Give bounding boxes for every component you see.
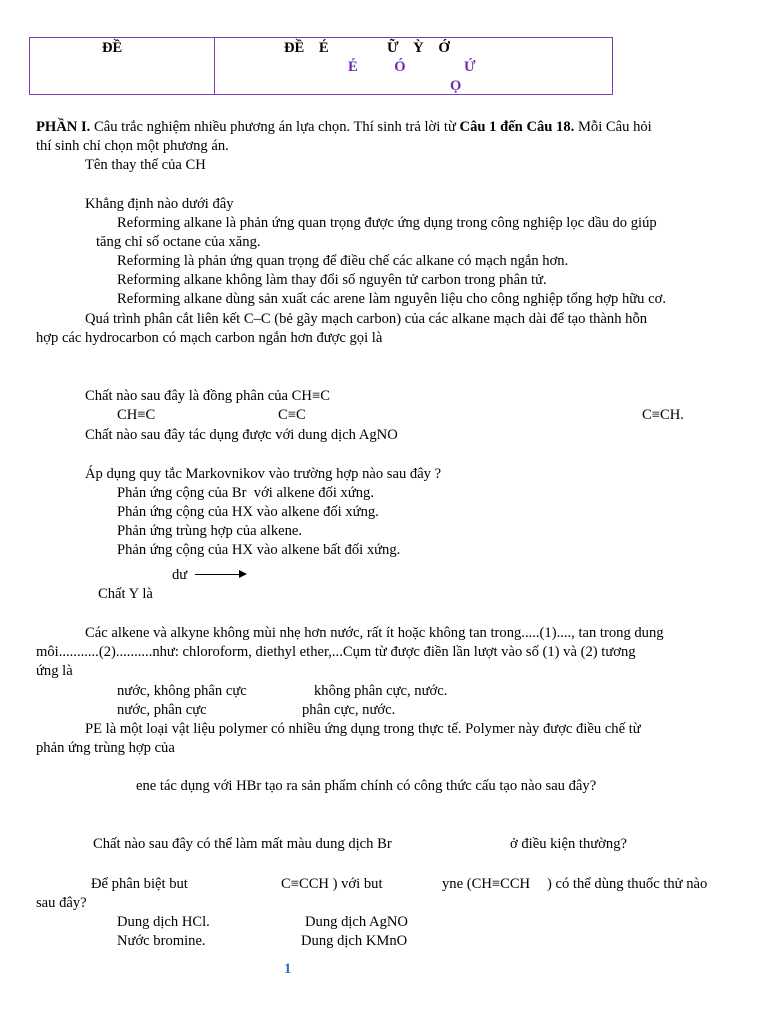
q3-line2: hợp các hydrocarbon có mạch carbon ngắn hơn được gọi là	[36, 330, 383, 346]
part1-intro-c: Mỗi Câu hỏi	[574, 119, 652, 135]
q6-opt-a: Phản ứng cộng của Br với alkene đối xứng.	[117, 485, 374, 501]
q8-opt-c: nước, phân cực	[117, 702, 207, 718]
q1-stem: Tên thay thế của CH	[85, 157, 206, 173]
q5-stem: Chất nào sau đây tác dụng được với dung dịch AgNO	[85, 427, 398, 443]
q8-line3: ứng là	[36, 663, 73, 679]
q7-reaction-label: dư	[172, 567, 188, 583]
q2-opt-a-line1: Reforming alkane là phản ứng quan trọng được ứng dụng trong công nghiệp lọc dầu do giúp	[117, 215, 657, 231]
q4-opt-b: C≡C	[278, 407, 306, 423]
header-right-line3: Ọ	[450, 78, 462, 94]
part1-intro-a: Câu trắc nghiệm nhiều phương án lựa chọn. Thí sinh trả lời từ	[90, 119, 460, 135]
q2-opt-d: Reforming alkane dùng sản xuất các arene làm nguyên liệu cho công nghiệp tổng hợp hữu cơ.	[117, 291, 666, 307]
q12-opt-d: Dung dịch KMnO	[301, 933, 408, 949]
q11-stem-b: ở điều kiện thường?	[510, 836, 627, 852]
q8-line2: môi...........(2)..........như: chloroform, diethyl ether,...Cụm từ được điền lần lượt vào số (1) và (2) tương	[36, 644, 636, 660]
header-left-title: ĐỀ	[102, 40, 123, 56]
part1-intro	[36, 118, 652, 136]
header-divider	[214, 38, 215, 94]
q2-opt-c: Reforming alkane không làm thay đổi số nguyên tử carbon trong phân tử.	[117, 272, 547, 288]
q2-opt-b: Reforming là phản ứng quan trọng để điều chế các alkane có mạch ngắn hơn.	[117, 253, 569, 269]
q2-stem: Khẳng định nào dưới đây	[85, 196, 234, 212]
q9-line1: PE là một loại vật liệu polymer có nhiều ứng dụng trong thực tế. Polymer này được điều chế từ	[85, 721, 641, 737]
q4-opt-d: C≡CH.	[642, 407, 684, 423]
q12-opt-b: Dung dịch AgNO	[305, 914, 408, 930]
part1-intro-b: Câu 1 đến Câu 18.	[459, 119, 575, 135]
part1-intro-line2: thí sinh chỉ chọn một phương án.	[36, 138, 229, 154]
q8-opt-b: không phân cực, nước.	[314, 683, 448, 699]
q12-stem-c: yne (CH≡CCH	[442, 876, 531, 892]
q6-stem: Áp dụng quy tắc Markovnikov vào trường hợp nào sau đây ?	[85, 466, 442, 482]
header-right-line2: É Ó Ứ	[348, 59, 476, 75]
q8-opt-d: phân cực, nước.	[302, 702, 396, 718]
q11-stem-a: Chất nào sau đây có thể làm mất màu dung dịch Br	[93, 836, 392, 852]
header-right-line1: ĐỀ É Ữ Ỳ Ớ	[284, 40, 450, 56]
q6-opt-b: Phản ứng cộng của HX vào alkene đối xứng.	[117, 504, 379, 520]
q7-stem: Chất Y là	[98, 586, 153, 602]
q12-opt-a: Dung dịch HCl.	[117, 914, 210, 930]
header-box	[29, 37, 613, 95]
q9-line2: phản ứng trùng hợp của	[36, 740, 175, 756]
part1-title: PHẦN I.	[36, 119, 91, 135]
q3-line1: Quá trình phân cắt liên kết C–C (bẻ gãy mạch carbon) của các alkane mạch dài để tạo thành hỗn	[85, 311, 648, 327]
q12-stem-d: ) có thể dùng thuốc thử nào	[547, 876, 708, 892]
q8-line1: Các alkene và alkyne không mùi nhẹ hơn nước, rất ít hoặc không tan trong.....(1)...., tan trong dung	[85, 625, 664, 641]
q4-stem: Chất nào sau đây là đồng phân của CH≡C	[85, 388, 330, 404]
q6-opt-c: Phản ứng trùng hợp của alkene.	[117, 523, 303, 539]
q10-stem: ene tác dụng với HBr tạo ra sản phẩm chính có công thức cấu tạo nào sau đây?	[136, 778, 597, 794]
arrow-right-icon	[239, 570, 247, 578]
q12-line2: sau đây?	[36, 895, 87, 911]
q2-opt-a-line2: tăng chỉ số octane của xăng.	[96, 234, 261, 250]
q12-opt-c: Nước bromine.	[117, 933, 206, 949]
q12-stem-a: Để phân biệt but	[91, 876, 188, 892]
q6-opt-d: Phản ứng cộng của HX vào alkene bất đối xứng.	[117, 542, 401, 558]
q8-opt-a: nước, không phân cực	[117, 683, 247, 699]
q12-stem-b: C≡CCH ) với but	[281, 876, 383, 892]
page-number: 1	[284, 961, 292, 977]
q4-opt-a: CH≡C	[117, 407, 156, 423]
